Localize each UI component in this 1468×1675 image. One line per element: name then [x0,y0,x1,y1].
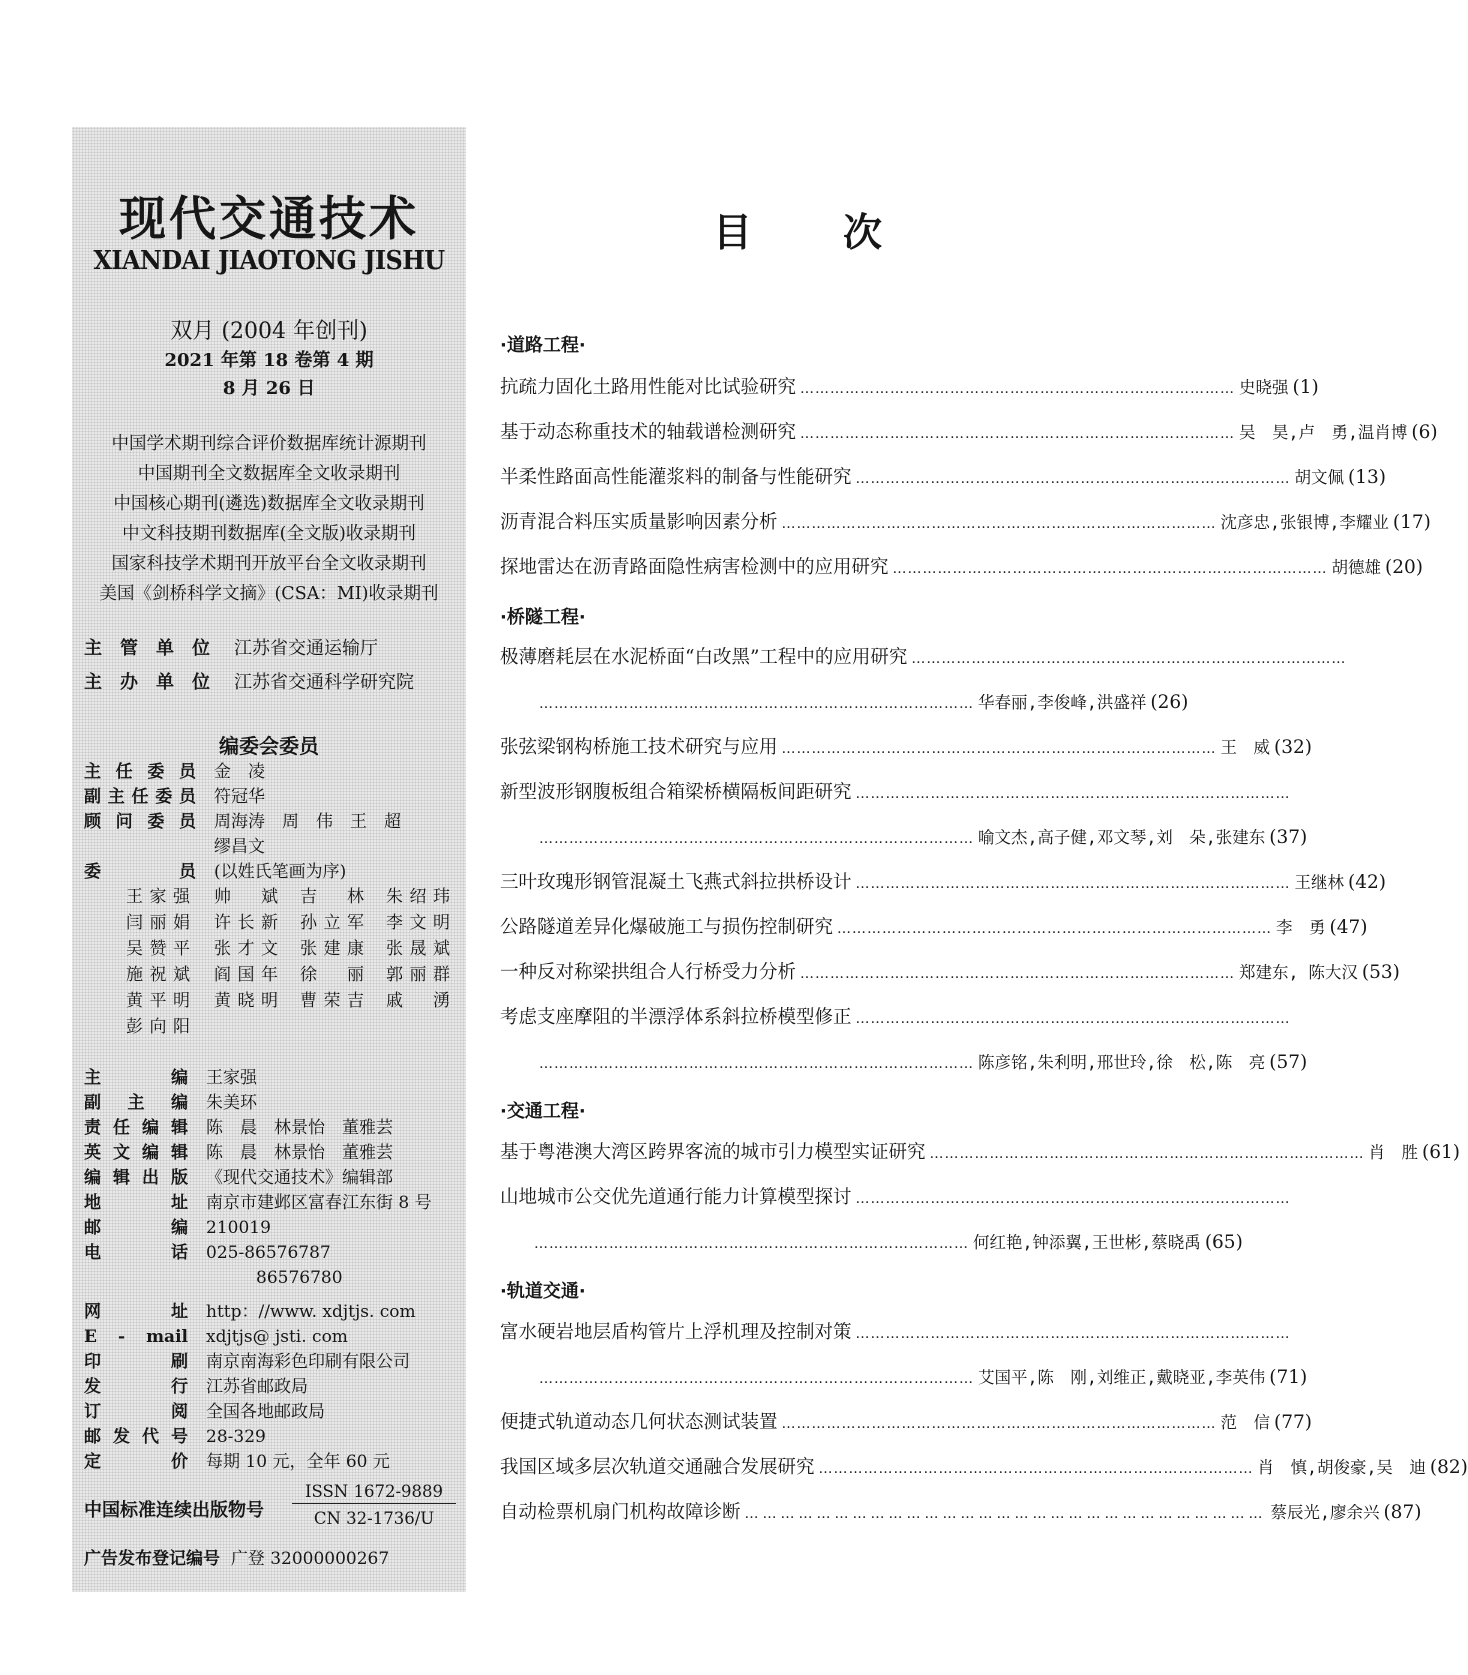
toc-entry-continuation[interactable] [530,1228,1243,1258]
editorial-row [84,1450,390,1475]
editorial-value: 南京市建邺区富春江东街 8 号 [206,1193,432,1213]
member-name: 黄平明 [126,991,190,1011]
editorial-row [84,1300,416,1325]
editorial-row [84,1325,348,1350]
leader-dots: …………………………………………………………………………… [837,921,1273,937]
indexing-item: 中国期刊全文数据库全文收录期刊 [137,464,401,484]
entry-title: 公路隧道差异化爆破施工与损伤控制研究 [500,917,834,938]
role-label: 主任委员 [84,762,196,782]
entry-authors: 陈彦铭,朱利明,邢世玲,徐 松,陈 亮 [978,1053,1266,1072]
section-road: ·道路工程· [500,335,586,356]
leader-dots: …………………………………………………………………………… [929,1146,1365,1162]
supervisor-value: 江苏省交通运输厅 [234,638,378,659]
entry-title: 半柔性路面高性能灌浆料的制备与性能研究 [500,467,852,488]
entry-title: 一种反对称梁拱组合人行桥受力分析 [500,962,797,983]
entry-title: 富水硬岩地层盾构管片上浮机理及控制对策 [500,1322,852,1343]
toc-entry[interactable] [500,508,1431,538]
entry-title: 山地城市公交优先道通行能力计算模型探讨 [500,1187,852,1208]
leader-dots: …………………………………………………………………………… [855,471,1291,487]
editorial-label: 定价 [84,1452,188,1472]
entry-page: (13) [1348,467,1386,488]
editorial-value: 每期 10 元，全年 60 元 [206,1452,390,1472]
member-name: 帅 斌 [214,887,278,907]
editorial-label: 发行 [84,1377,188,1397]
leader-dots: …………………………………………………………………………… [855,1011,1291,1027]
toc-entry[interactable] [500,463,1386,493]
website-value: http：//www. xdjtjs. com [206,1302,416,1322]
leader-dots: …………………………………………………………………………… [855,1326,1291,1342]
editorial-label: 主编 [84,1068,188,1088]
committee-role-row [84,785,265,810]
editorial-row [84,1091,257,1116]
editorial-row [84,1066,257,1091]
entry-page: (53) [1361,962,1400,983]
toc-entry[interactable] [500,373,1319,403]
entry-page: (47) [1329,917,1368,938]
toc-entry[interactable] [500,1138,1460,1168]
leader-dots: …………………………………………………………………………… [800,426,1236,442]
toc-entry[interactable] [500,1318,1291,1348]
editorial-label: 编辑出版 [84,1168,188,1188]
phone-2: 86576780 [256,1268,343,1288]
indexing-item: 国家科技学术期刊开放平台全文收录期刊 [111,554,427,574]
entry-authors: 肖 胜 [1368,1143,1419,1162]
toc-entry[interactable] [500,733,1312,763]
member-name: 许长新 [214,913,278,933]
editorial-row [84,1191,432,1216]
editorial-label: 订阅 [84,1402,188,1422]
toc-heading-1: 目 [713,210,753,256]
editorial-value: 《现代交通技术》编辑部 [206,1168,393,1188]
supervisor-row [84,636,378,661]
issue-number: 2021 年第 18 卷第 4 期 [164,350,374,371]
member-name: 彭向阳 [126,1017,190,1037]
entry-title: 基于动态称重技术的轴载谱检测研究 [500,422,797,443]
sponsor-value: 江苏省交通科学研究院 [234,672,414,693]
toc-entry[interactable] [500,553,1423,583]
toc-entry[interactable] [500,868,1386,898]
journal-title-cn: 现代交通技术 [119,192,419,247]
role-value: 周海涛 周 伟 王 超 [214,812,401,832]
toc-entry[interactable] [500,418,1438,448]
leader-dots: …………………………………………………………………………… [911,651,1347,667]
leader-dots: …………………………………………………………………………… [800,381,1236,397]
editorial-row [84,1375,308,1400]
member-name: 张晟斌 [386,939,450,959]
leader-dots: …………………………………………………………………………… [744,1506,1267,1522]
section-bridge-tunnel: ·桥隧工程· [500,607,586,628]
entry-page: (6) [1411,422,1438,443]
entry-page: (1) [1292,377,1319,398]
editorial-row [84,1116,393,1141]
entry-title: 极薄磨耗层在水泥桥面“白改黑”工程中的应用研究 [500,647,908,668]
toc-entry-continuation[interactable] [535,1048,1308,1078]
member-name: 吴赞平 [126,939,190,959]
email-value: xdjtjs@ jsti. com [206,1327,348,1347]
editorial-label: 邮编 [84,1218,188,1238]
editorial-value: 210019 [206,1218,271,1238]
entry-page: (82) [1429,1457,1468,1478]
supervisor-label: 主管单位 [84,638,210,659]
leader-dots: …………………………………………………………………………… [534,1236,969,1252]
serial-number-label: 中国标准连续出版物号 [84,1500,264,1521]
journal-title-en-wrap [72,246,466,276]
toc-entry[interactable] [500,1498,1422,1528]
entry-title: 沥青混合料压实质量影响因素分析 [500,512,778,533]
committee-role-row [84,810,401,835]
member-name: 孙立军 [300,913,364,933]
editorial-row [84,1425,266,1450]
member-name: 吉 林 [300,887,364,907]
entry-authors: 喻文杰,高子健,邓文琴,刘 朵,张建东 [978,828,1266,847]
entry-authors: 范 信 [1220,1413,1271,1432]
member-name: 黄晓明 [214,991,278,1011]
editorial-value: 025-86576787 [206,1243,331,1263]
entry-authors: 李 勇 [1276,918,1326,937]
indexing-item: 中国学术期刊综合评价数据库统计源期刊 [111,434,427,454]
editorial-label: 责任编辑 [84,1118,188,1138]
member-name: 郭丽群 [386,965,450,985]
committee-role-row [84,760,265,785]
entry-authors: 胡文佩 [1294,468,1345,487]
entry-authors: 胡德雄 [1331,558,1382,577]
editorial-value: 南京南海彩色印刷有限公司 [206,1352,410,1372]
editorial-label: E - mail [84,1327,188,1347]
section-rail: ·轨道交通· [500,1281,586,1302]
leader-dots: …………………………………………………………………………… [539,1056,974,1072]
journal-title-en: XIANDAI JIAOTONG JISHU [93,246,445,276]
entry-authors: 华春丽,李俊峰,洪盛祥 [978,693,1147,712]
entry-page: (17) [1392,512,1431,533]
toc-entry-continuation[interactable] [535,823,1308,853]
editorial-value: 江苏省邮政局 [206,1377,308,1397]
leader-dots: …………………………………………………………………………… [855,1191,1291,1207]
members-row [84,860,346,885]
toc-heading-2: 次 [843,210,883,256]
role-label: 副主任委员 [84,787,196,807]
editorial-label: 印刷 [84,1352,188,1372]
ad-license-label: 广告发布登记编号 [84,1549,220,1569]
toc-entry[interactable] [500,778,1291,808]
entry-authors: 肖 慎,胡俊豪,吴 迪 [1257,1458,1426,1477]
editorial-row [84,1166,393,1191]
role-value: 符冠华 [214,787,265,807]
committee-heading: 编委会委员 [219,734,319,758]
editorial-label: 邮发代号 [84,1427,188,1447]
leader-dots: …………………………………………………………………………… [800,966,1236,982]
entry-title: 基于粤港澳大湾区跨界客流的城市引力模型实证研究 [500,1142,926,1163]
leader-dots: …………………………………………………………………………… [539,1371,974,1387]
member-name: 朱绍玮 [386,887,450,907]
editorial-value: 全国各地邮政局 [206,1402,325,1422]
editorial-value: 王家强 [206,1068,257,1088]
entry-page: (61) [1422,1142,1460,1163]
cn-number: CN 32-1736/U [313,1509,435,1528]
member-name: 曹荣吉 [300,991,364,1011]
entry-title: 新型波形钢腹板组合箱梁桥横隔板间距研究 [500,782,852,803]
members-note: (以姓氏笔画为序) [214,862,347,882]
leader-dots: …………………………………………………………………………… [818,1461,1254,1477]
entry-authors: 沈彦忠,张银博,李耀业 [1220,513,1389,532]
entry-authors: 何红艳,钟添翼,王世彬,蔡晓禹 [973,1233,1201,1252]
entry-title: 考虑支座摩阻的半漂浮体系斜拉桥模型修正 [500,1007,852,1028]
entry-page: (42) [1348,872,1386,893]
entry-title: 自动检票机扇门机构故障诊断 [500,1502,741,1523]
toc-entry[interactable] [500,643,1347,673]
toc-entry[interactable] [500,958,1400,988]
member-name: 闫丽娟 [126,913,190,933]
toc-entry[interactable] [500,1183,1291,1213]
editorial-row [84,1350,410,1375]
editorial-row [84,1400,325,1425]
entry-title: 抗疏力固化土路用性能对比试验研究 [500,377,797,398]
editorial-row [84,1141,393,1166]
editorial-value: 朱美环 [206,1093,257,1113]
member-name: 张才文 [214,939,278,959]
leader-dots: …………………………………………………………………………… [855,876,1291,892]
leader-dots: …………………………………………………………………………… [855,786,1291,802]
editorial-row [84,1216,271,1241]
indexing-item: 中国核心期刊(遴选)数据库全文收录期刊 [113,494,425,514]
issue-date: 8 月 26 日 [222,378,316,399]
entry-page: (87) [1383,1502,1422,1523]
entry-page: (77) [1274,1412,1312,1433]
editorial-label: 网址 [84,1302,188,1322]
member-name: 阎国年 [214,965,278,985]
editorial-label: 电话 [84,1243,188,1263]
editorial-label: 英文编辑 [84,1143,188,1163]
leader-dots: …………………………………………………………………………… [781,516,1217,532]
entry-authors: 吴 昊,卢 勇,温肖博 [1239,423,1408,442]
entry-authors: 艾国平,陈 刚,刘维正,戴晓亚,李英伟 [978,1368,1266,1387]
role-label: 顾问委员 [84,812,196,832]
role-value: 金 凌 [214,762,265,782]
member-name: 施祝斌 [126,965,190,985]
section-traffic: ·交通工程· [500,1101,586,1122]
indexing-item: 美国《剑桥科学文摘》(CSA：MI)收录期刊 [99,584,439,604]
sponsor-row [84,670,414,695]
editorial-label: 地址 [84,1193,188,1213]
entry-title: 我国区域多层次轨道交通融合发展研究 [500,1457,815,1478]
entry-authors: 蔡辰光,廖余兴 [1270,1503,1380,1522]
editorial-value: 陈 晨 林景怡 董雅芸 [206,1143,393,1163]
editorial-value: 陈 晨 林景怡 董雅芸 [206,1118,393,1138]
members-label: 委 员 [84,862,196,882]
entry-page: (37) [1269,827,1308,848]
leader-dots: …………………………………………………………………………… [781,741,1217,757]
member-name: 李文明 [386,913,450,933]
entry-authors: 王继林 [1294,873,1345,892]
toc-entry[interactable] [500,913,1368,943]
entry-page: (20) [1385,557,1423,578]
member-name: 戚 湧 [386,991,450,1011]
indexing-item: 中文科技期刊数据库(全文版)收录期刊 [122,524,416,544]
entry-page: (71) [1269,1367,1308,1388]
entry-title: 三叶玫瑰形钢管混凝土飞燕式斜拉拱桥设计 [500,872,852,893]
entry-authors: 王 威 [1220,738,1271,757]
member-name: 徐 丽 [300,965,364,985]
toc-entry[interactable] [500,1453,1468,1483]
member-name: 张建康 [300,939,364,959]
sponsor-label: 主办单位 [84,672,210,693]
issn: ISSN 1672-9889 [292,1481,456,1504]
entry-page: (32) [1274,737,1312,758]
editorial-value: 28-329 [206,1427,266,1447]
leader-dots: …………………………………………………………………………… [781,1416,1217,1432]
editorial-label: 副主编 [84,1093,188,1113]
entry-authors: 郑建东, 陈大汉 [1239,963,1358,982]
ad-license-value: 广登 32000000267 [230,1549,390,1569]
member-name: 王家强 [126,887,190,907]
editorial-row [84,1241,331,1266]
leader-dots: …………………………………………………………………………… [539,696,974,712]
entry-authors: 史晓强 [1239,378,1289,397]
entry-title: 便捷式轨道动态几何状态测试装置 [500,1412,778,1433]
entry-page: (57) [1269,1052,1308,1073]
toc-entry-continuation[interactable] [535,688,1189,718]
entry-page: (26) [1150,692,1189,713]
advisor-extra: 缪昌文 [214,837,265,857]
toc-entry[interactable] [500,1408,1312,1438]
leader-dots: …………………………………………………………………………… [892,561,1328,577]
leader-dots: …………………………………………………………………………… [539,831,974,847]
entry-page: (65) [1204,1232,1243,1253]
entry-title: 探地雷达在沥青路面隐性病害检测中的应用研究 [500,557,889,578]
toc-entry[interactable] [500,1003,1291,1033]
entry-title: 张弦梁钢构桥施工技术研究与应用 [500,737,778,758]
ad-license-row [84,1544,389,1569]
toc-entry-continuation[interactable] [535,1363,1308,1393]
frequency: 双月 (2004 年创刊) [170,319,368,344]
